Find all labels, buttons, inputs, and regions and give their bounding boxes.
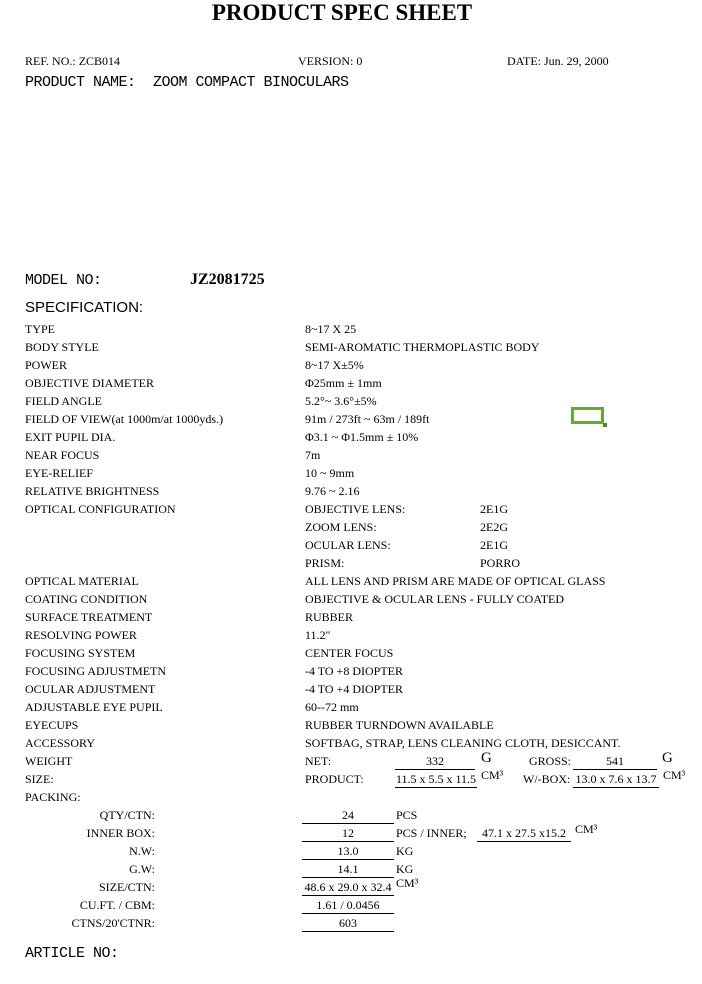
- packing-row-label: G.W:: [129, 862, 155, 876]
- ref-number: REF. NO.: ZCB014: [25, 54, 121, 68]
- optical-config-label: ZOOM LENS:: [305, 520, 377, 534]
- spec-label: EXIT PUPIL DIA.: [25, 430, 116, 444]
- packing-row-unit: PCS: [396, 808, 418, 822]
- packing-row-value: 12: [302, 826, 394, 842]
- spec-value: 60--72 mm: [305, 700, 359, 714]
- spec-value: 91m / 273ft ~ 63m / 189ft: [305, 412, 430, 426]
- inner-box-unit: CM³: [575, 822, 598, 836]
- model-value: JZ2081725: [190, 271, 265, 288]
- product-name-label: PRODUCT NAME:: [25, 74, 136, 91]
- packing-row-label: SIZE/CTN:: [99, 880, 155, 894]
- spec-label: OCULAR ADJUSTMENT: [25, 682, 156, 696]
- spec-value: Φ3.1 ~ Φ1.5mm ± 10%: [305, 430, 419, 444]
- page-title: PRODUCT SPEC SHEET: [211, 0, 473, 25]
- packing-row-unit: KG: [396, 844, 414, 858]
- inner-box-size: 47.1 x 27.5 x15.2: [477, 826, 571, 842]
- packing-row-label: INNER BOX:: [86, 826, 155, 840]
- spec-value: 8~17 X±5%: [305, 358, 364, 372]
- spec-value: 8~17 X 25: [305, 322, 357, 336]
- spec-label: POWER: [25, 358, 67, 372]
- optical-config-label: PRISM:: [305, 556, 345, 570]
- packing-row-value: 24: [302, 808, 394, 824]
- packing-row-unit: CM³: [396, 876, 419, 890]
- packing-row-unit: PCS / INNER;: [396, 826, 467, 840]
- spec-label: FOCUSING SYSTEM: [25, 646, 136, 660]
- spec-label: BODY STYLE: [25, 340, 99, 354]
- weight-label: WEIGHT: [25, 754, 73, 768]
- spec-label: EYE-RELIEF: [25, 466, 93, 480]
- spec-label: COATING CONDITION: [25, 592, 148, 606]
- spec-label: OPTICAL MATERIAL: [25, 574, 139, 588]
- packing-row-value: 13.0: [302, 844, 394, 860]
- product-size-label: PRODUCT:: [305, 772, 364, 786]
- wbox-size-value: 13.0 x 7.6 x 13.7: [573, 772, 659, 788]
- date: DATE: Jun. 29, 2000: [507, 54, 609, 68]
- gross-value: 541: [573, 754, 657, 770]
- spec-value: 7m: [305, 448, 321, 462]
- packing-label: PACKING:: [25, 790, 81, 804]
- packing-row-value: 14.1: [302, 862, 394, 878]
- optical-config-label: OBJECTIVE LENS:: [305, 502, 406, 516]
- spec-label: RELATIVE BRIGHTNESS: [25, 484, 160, 498]
- packing-row-label: CU.FT. / CBM:: [79, 898, 155, 912]
- packing-row-label: N.W:: [129, 844, 155, 858]
- spec-label: OBJECTIVE DIAMETER: [25, 376, 154, 390]
- size-label: SIZE:: [25, 772, 54, 786]
- optical-config-value: 2E1G: [480, 538, 508, 552]
- spec-value: -4 TO +8 DIOPTER: [305, 664, 403, 678]
- spec-value: 9.76 ~ 2.16: [305, 484, 360, 498]
- net-value: 332: [395, 754, 475, 770]
- specification-heading: SPECIFICATION:: [25, 299, 144, 316]
- wbox-size-label: W/-BOX:: [523, 772, 571, 786]
- spec-value: -4 TO +4 DIOPTER: [305, 682, 403, 696]
- optical-config-value: 2E1G: [480, 502, 508, 516]
- spec-value: CENTER FOCUS: [305, 646, 394, 660]
- packing-row-value: 603: [302, 916, 394, 932]
- spec-value: SOFTBAG, STRAP, LENS CLEANING CLOTH, DESICCANT.: [305, 736, 621, 750]
- spec-label: OPTICAL CONFIGURATION: [25, 502, 176, 516]
- spec-value: 11.2": [305, 628, 331, 642]
- version: VERSION: 0: [298, 54, 363, 68]
- gross-label: GROSS:: [529, 754, 572, 768]
- packing-row-label: QTY/CTN:: [99, 808, 155, 822]
- wbox-size-unit: CM³: [663, 768, 686, 782]
- spec-value: 5.2°~ 3.6°±5%: [305, 394, 377, 408]
- packing-row-value: 1.61 / 0.0456: [302, 898, 394, 914]
- spec-label: FOCUSING ADJUSTMETN: [25, 664, 167, 678]
- optical-config-label: OCULAR LENS:: [305, 538, 391, 552]
- spec-value: OBJECTIVE & OCULAR LENS - FULLY COATED: [305, 592, 565, 606]
- article-label: ARTICLE NO:: [25, 945, 119, 962]
- packing-row-value: 48.6 x 29.0 x 32.4: [302, 880, 394, 896]
- spec-label: TYPE: [25, 322, 55, 336]
- spec-label: FIELD ANGLE: [25, 394, 102, 408]
- packing-row-label: CTNS/20'CTNR:: [71, 916, 155, 930]
- optical-config-value: PORRO: [480, 556, 521, 570]
- spec-label: ACCESSORY: [25, 736, 96, 750]
- product-name-value: ZOOM COMPACT BINOCULARS: [153, 74, 349, 91]
- spec-value: RUBBER TURNDOWN AVAILABLE: [305, 718, 494, 732]
- spec-value: Φ25mm ± 1mm: [305, 376, 382, 390]
- spec-label: ADJUSTABLE EYE PUPIL: [25, 700, 163, 714]
- spec-label: NEAR FOCUS: [25, 448, 100, 462]
- net-unit: G: [481, 750, 492, 766]
- spec-value: SEMI-AROMATIC THERMOPLASTIC BODY: [305, 340, 540, 354]
- gross-unit: G: [662, 750, 673, 766]
- spec-value: RUBBER: [305, 610, 354, 624]
- optical-config-value: 2E2G: [480, 520, 508, 534]
- spec-value: 10 ~ 9mm: [305, 466, 355, 480]
- product-size-value: 11.5 x 5.5 x 11.5: [395, 772, 477, 786]
- model-label: MODEL NO:: [25, 272, 102, 289]
- packing-row-unit: KG: [396, 862, 414, 876]
- spec-label: FIELD OF VIEW(at 1000m/at 1000yds.): [25, 412, 224, 426]
- spec-label: SURFACE TREATMENT: [25, 610, 153, 624]
- selection-handle[interactable]: [603, 423, 607, 427]
- spec-value: ALL LENS AND PRISM ARE MADE OF OPTICAL GLASS: [305, 574, 606, 588]
- selection-box[interactable]: [571, 407, 604, 424]
- spec-label: EYECUPS: [25, 718, 79, 732]
- product-size-unit: CM³: [481, 768, 504, 782]
- spec-label: RESOLVING POWER: [25, 628, 137, 642]
- net-label: NET:: [305, 754, 332, 768]
